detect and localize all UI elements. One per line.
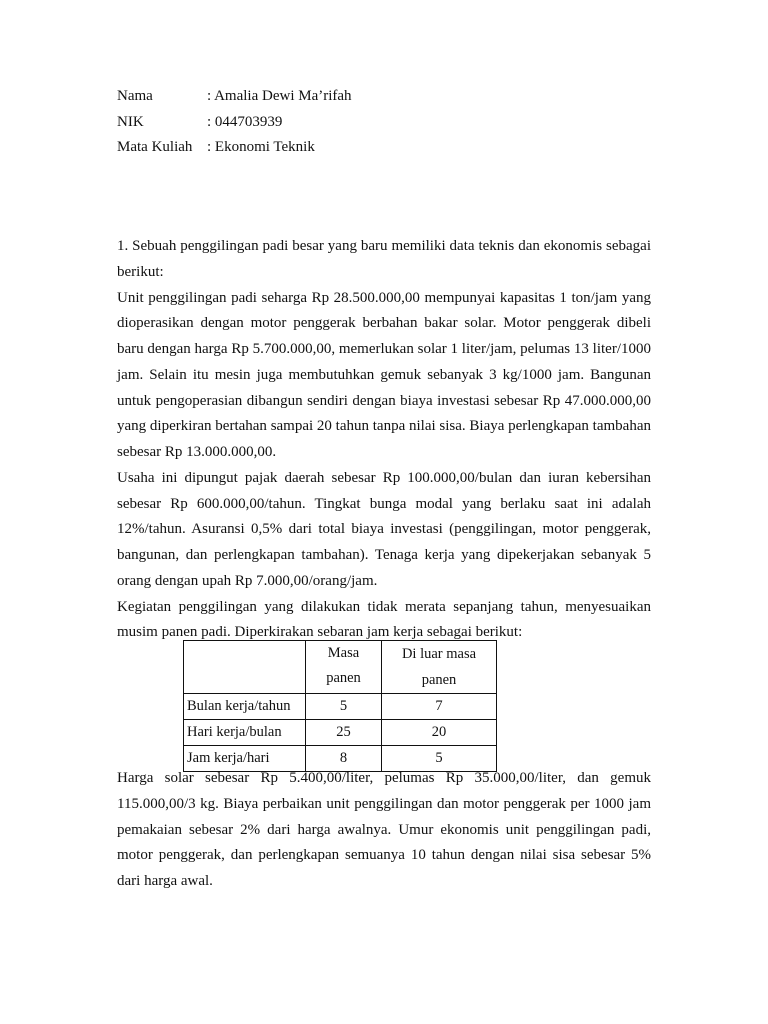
off-season-line-1: Di luar masa — [401, 646, 477, 662]
work-hours-table-wrap — [183, 640, 497, 772]
row-harvest-value: 25 — [306, 720, 382, 746]
row-label: Jam kerja/hari — [184, 746, 306, 772]
table-header-cell-empty — [184, 641, 306, 694]
header-nik-row — [117, 111, 282, 133]
name-label: Nama — [117, 88, 153, 104]
question-text-bottom — [117, 766, 651, 895]
name-value: : Amalia Dewi Ma’rifah — [207, 88, 352, 104]
table-header-harvest: Masa panen — [306, 641, 382, 694]
table-row — [184, 694, 497, 720]
row-off-season-value: 5 — [382, 746, 497, 772]
header-course-row — [117, 136, 315, 158]
row-off-season-value: 7 — [382, 694, 497, 720]
row-harvest-value: 5 — [306, 694, 382, 720]
nik-label: NIK — [117, 114, 144, 130]
paragraph-activity: Kegiatan penggilingan yang dilakukan tidak merata sepanjang tahun, menyesuaikan musim panen padi. Diperkirakan sebaran jam kerja sebagai berikut: — [117, 598, 651, 641]
question-text-top — [117, 234, 651, 646]
table-header-off-season — [382, 641, 497, 694]
row-label: Bulan kerja/tahun — [184, 694, 306, 720]
course-label: Mata Kuliah — [117, 139, 193, 155]
work-hours-table — [183, 640, 497, 772]
header-name-row — [117, 85, 352, 107]
off-season-line-2: panen — [421, 672, 457, 688]
paragraph-unit: Unit penggilingan padi seharga Rp 28.500.000,00 mempunyai kapasitas 1 ton/jam yang dioperasikan dengan motor penggerak berbahan bakar solar. Motor penggerak dibeli baru dengan harga Rp 5.700.000,00, memerlukan solar 1 liter/jam, pelumas 13 liter/1000 jam. Selain itu mesin juga membutuhkan gemuk sebanyak 3 kg/1000 jam. Bangunan untuk pengoperasian dibangun sendiri dengan biaya investasi sebesar Rp 47.000.000,00 yang diperkiran bertahan sampai 20 tahun tanpa nilai sisa. Biaya perlengkapan tambahan sebesar Rp 13.000.000,00. — [117, 289, 651, 460]
row-off-season-value: 20 — [382, 720, 497, 746]
paragraph-intro: 1. Sebuah penggilingan padi besar yang baru memiliki data teknis dan ekonomis sebagai berikut: — [117, 238, 651, 280]
course-value: : Ekonomi Teknik — [207, 139, 315, 155]
paragraph-prices: Harga solar sebesar Rp 5.400,00/liter, pelumas Rp 35.000,00/liter, dan gemuk 115.000,00/3 kg. Biaya perbaikan unit penggilingan dan motor penggerak per 1000 jam pemakaian sebesar 2% dari harga awalnya. Umur ekonomis unit penggilingan padi, motor penggerak, dan perlengkapan semuanya 10 tahun dengan nilai sisa sebesar 5% dari harga awal. — [117, 770, 651, 889]
row-harvest-value: 8 — [306, 746, 382, 772]
table-row — [184, 720, 497, 746]
table-header-row — [184, 641, 497, 694]
row-label: Hari kerja/bulan — [184, 720, 306, 746]
paragraph-tax: Usaha ini dipungut pajak daerah sebesar Rp 100.000,00/bulan dan iuran kebersihan sebesar Rp 600.000,00/tahun. Tingkat bunga modal yang berlaku saat ini adalah 12%/tahun. Asuransi 0,5% dari total biaya investasi (penggilingan, motor penggerak, bangunan, dan perlengkapan tambahan). Tenaga kerja yang dipekerjakan sebanyak 5 orang dengan upah Rp 7.000,00/orang/jam. — [117, 469, 651, 589]
nik-value: : 044703939 — [207, 114, 283, 130]
